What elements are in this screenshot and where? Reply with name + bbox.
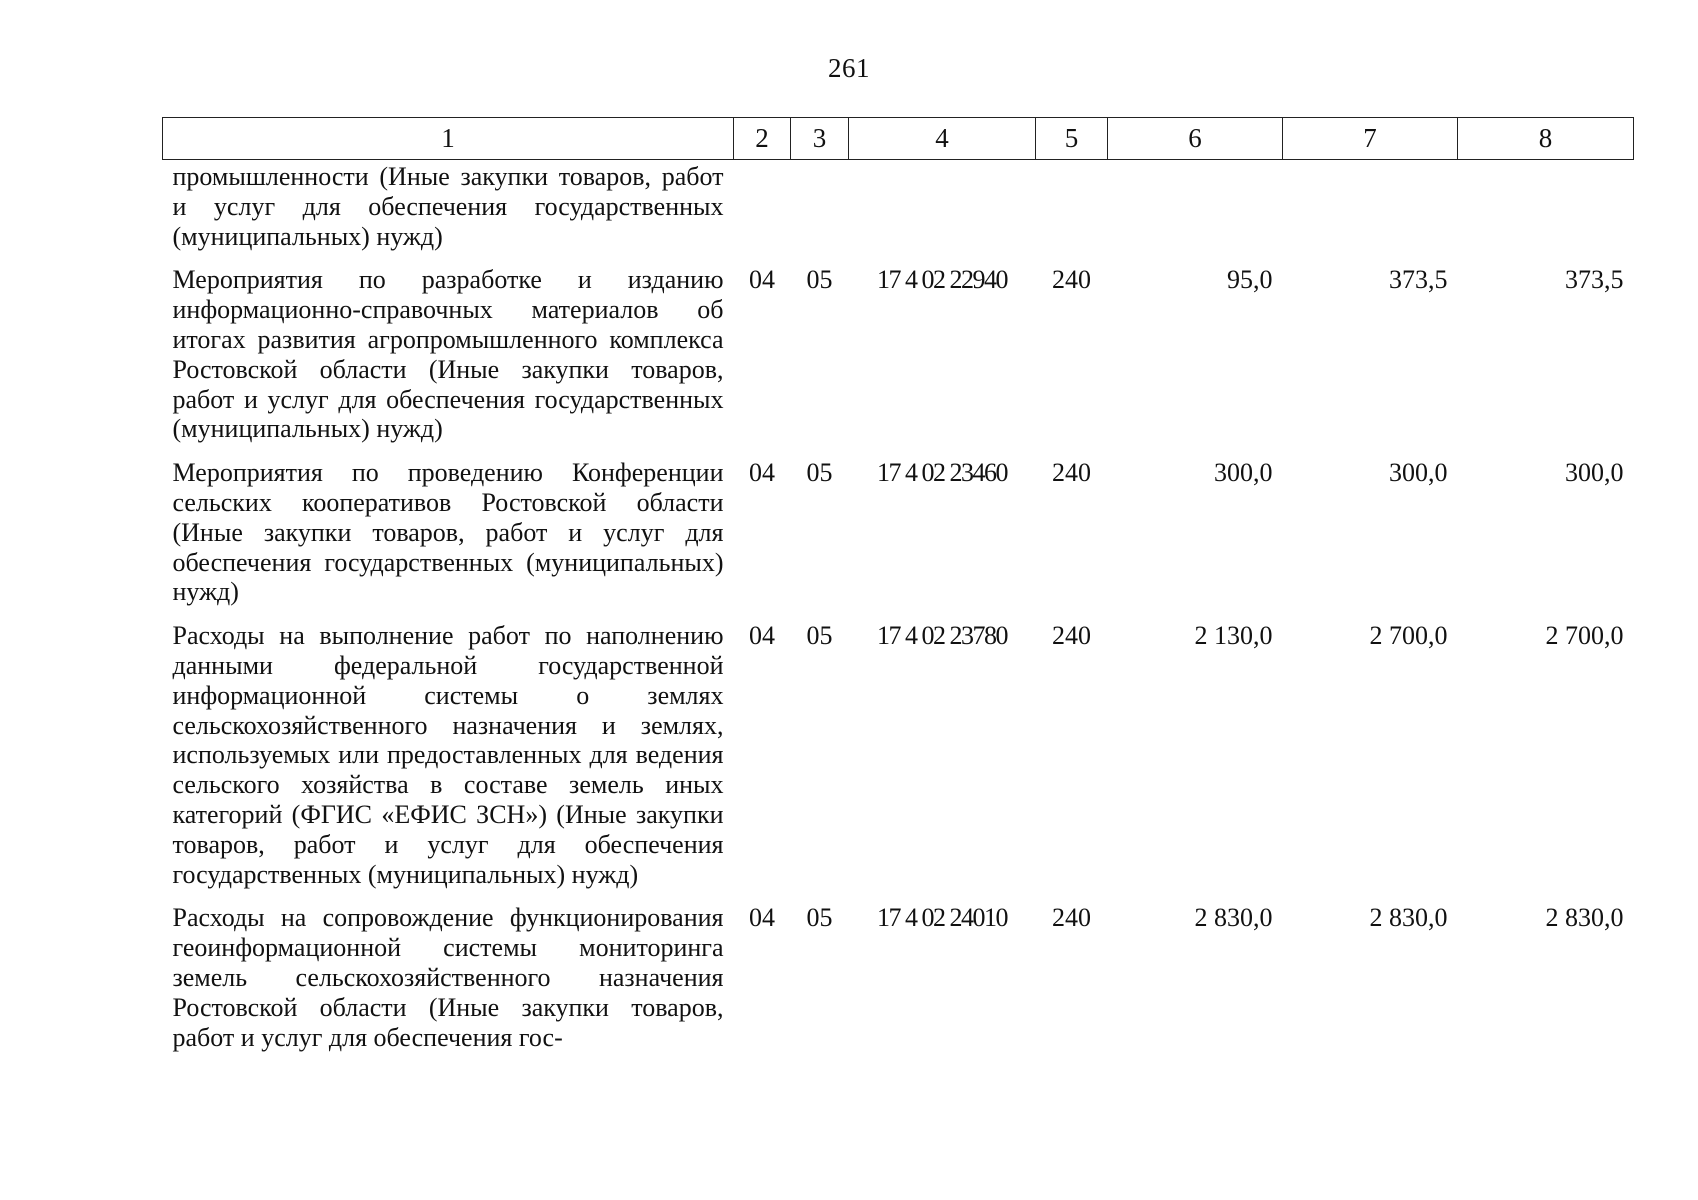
row-rz: 04 xyxy=(749,265,775,295)
header-col-6: 6 xyxy=(1108,118,1283,160)
row-pr: 05 xyxy=(806,903,833,933)
row-year2: 373,5 xyxy=(1389,265,1448,295)
row-year3: 373,5 xyxy=(1565,265,1624,295)
row-pr: 05 xyxy=(806,621,833,651)
header-col-2: 2 xyxy=(734,118,791,160)
row-csr xyxy=(849,160,1036,262)
table-row xyxy=(163,454,1634,617)
row-csr: 17 4 02 24010 xyxy=(877,903,1007,933)
row-year1: 95,0 xyxy=(1227,265,1273,295)
row-year3 xyxy=(1458,160,1634,262)
row-rz: 04 xyxy=(749,621,775,651)
row-description: Расходы на выполнение работ по наполнению данными федеральной государственной информационной системы о землях сельскохозяйственного назначения и землях, используемых или предоставленных для ведения сельского хозяйства в составе земель иных категорий (ФГИС «ЕФИС ЗСН») (Иные закупки товаров, работ и услуг для обеспечения государственных (муниципальных) нужд) xyxy=(172,621,724,889)
header-row xyxy=(163,118,1634,160)
row-year1: 2 830,0 xyxy=(1194,903,1273,933)
row-year1: 2 130,0 xyxy=(1194,621,1273,651)
row-pr xyxy=(791,160,849,262)
header-col-8: 8 xyxy=(1458,118,1634,160)
row-pr: 05 xyxy=(806,458,833,488)
budget-table-container xyxy=(162,117,1633,1062)
row-csr: 17 4 02 23460 xyxy=(877,458,1007,488)
table-row-continued xyxy=(163,160,1634,262)
row-vr: 240 xyxy=(1052,458,1091,488)
row-csr: 17 4 02 22940 xyxy=(877,265,1007,295)
row-year2 xyxy=(1283,160,1458,262)
row-year3: 2 830,0 xyxy=(1545,903,1624,933)
row-description: промышленности (Иные закупки товаров, работ и услуг для обеспечения государственных (муниципальных) нужд) xyxy=(172,162,724,251)
table-header xyxy=(163,118,1634,160)
table-body xyxy=(163,160,1634,1063)
row-vr: 240 xyxy=(1052,265,1091,295)
row-vr: 240 xyxy=(1052,903,1091,933)
row-vr xyxy=(1036,160,1108,262)
table-row xyxy=(163,899,1634,1062)
row-description: Расходы на сопровождение функционирования геоинформационной системы мониторинга земель сельскохозяйственного назначения Ростовской области (Иные закупки товаров, работ и услуг для обеспечения гос- xyxy=(172,903,724,1052)
row-year3: 300,0 xyxy=(1565,458,1624,488)
budget-table xyxy=(162,117,1634,1062)
table-row xyxy=(163,261,1634,454)
row-rz xyxy=(734,160,791,262)
row-year2: 300,0 xyxy=(1389,458,1448,488)
page-number: 261 xyxy=(828,53,870,83)
row-rz: 04 xyxy=(749,903,775,933)
header-col-4: 4 xyxy=(849,118,1036,160)
row-description: Мероприятия по проведению Конференции сельских кооперативов Ростовской области (Иные закупки товаров, работ и услуг для обеспечения государственных (муниципальных) нужд) xyxy=(172,458,724,607)
row-description: Мероприятия по разработке и изданию информационно-справочных материалов об итогах развития агропромышленного комплекса Ростовской области (Иные закупки товаров, работ и услуг для обеспечения государственных (муниципальных) нужд) xyxy=(172,265,724,444)
row-vr: 240 xyxy=(1052,621,1091,651)
row-year1 xyxy=(1108,160,1283,262)
row-year2: 2 830,0 xyxy=(1369,903,1448,933)
table-row xyxy=(163,617,1634,899)
row-year3: 2 700,0 xyxy=(1545,621,1624,651)
row-pr: 05 xyxy=(806,265,833,295)
row-csr: 17 4 02 23780 xyxy=(877,621,1007,651)
header-col-3: 3 xyxy=(791,118,849,160)
header-col-7: 7 xyxy=(1283,118,1458,160)
header-col-5: 5 xyxy=(1036,118,1108,160)
row-year2: 2 700,0 xyxy=(1369,621,1448,651)
row-year1: 300,0 xyxy=(1214,458,1273,488)
header-col-1: 1 xyxy=(163,118,734,160)
row-rz: 04 xyxy=(749,458,775,488)
